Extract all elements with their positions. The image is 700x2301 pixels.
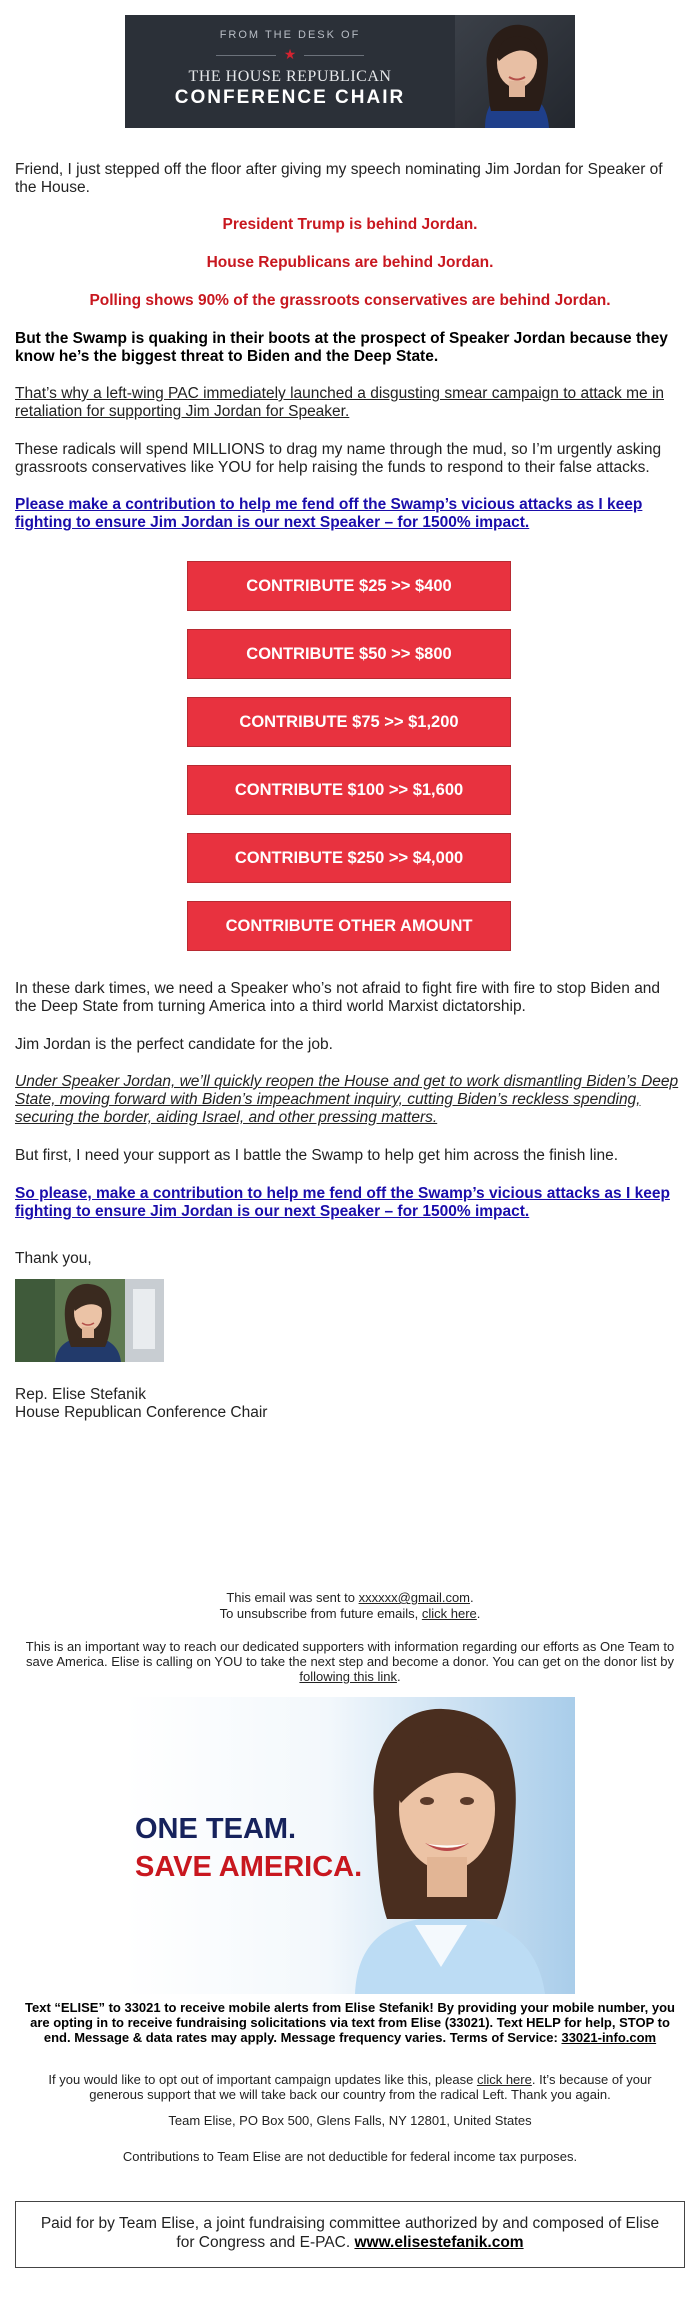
smear-paragraph: That’s why a left-wing PAC immediately launched a disgusting smear campaign to attack me in retaliation for supporting Jim Jordan for Speaker. — [15, 385, 665, 420]
donor-text: This is an important way to reach our dedicated supporters with information regarding our efforts as One Team to save America. Elise is calling on YOU to take the next step and become a donor. You can get on the donor list by — [25, 1639, 675, 1669]
ad-save-america-text: SAVE AMERICA. — [135, 1851, 363, 1883]
signature-title: House Republican Conference Chair — [15, 1404, 268, 1421]
contribute-25-button[interactable]: CONTRIBUTE $25 >> $400 — [187, 561, 511, 611]
contribute-250-button[interactable]: CONTRIBUTE $250 >> $4,000 — [187, 833, 511, 883]
header-banner — [125, 15, 575, 128]
donor-suffix: . — [396, 1669, 401, 1684]
sent-to-prefix: This email was sent to — [226, 1590, 359, 1605]
optout-suffix: . It’s because of your generous support that we will take back our country from the radical Left. Thank you again. — [89, 2072, 652, 2102]
donor-list-link[interactable]: following this link — [299, 1669, 397, 1684]
contribute-50-button[interactable]: CONTRIBUTE $50 >> $800 — [187, 629, 511, 679]
signature-portrait — [15, 1279, 164, 1362]
recipient-email-link[interactable]: xxxxxx@gmail.com — [358, 1590, 471, 1605]
contribute-75-button[interactable]: CONTRIBUTE $75 >> $1,200 — [187, 697, 511, 747]
red-line-polling: Polling shows 90% of the grassroots conservatives are behind Jordan. — [89, 292, 611, 309]
banner-portrait — [455, 15, 575, 128]
but-first-paragraph: But first, I need your support as I battle the Swamp to help get him across the finish line. — [15, 1147, 619, 1164]
sms-text: Text “ELISE” to 33021 to receive mobile alerts from Elise Stefanik! By providing your mobile number, you are opting in to receive fundraising solicitations via text from Elise (33021). Text HELP for help, STOP to end. Message & data rates may apply. Message frequency varies. Terms of Service: — [25, 2000, 675, 2045]
banner-house-republican: THE HOUSE REPUBLICAN — [188, 68, 392, 85]
red-line-house: House Republicans are behind Jordan. — [206, 254, 494, 271]
contribute-other-button[interactable]: CONTRIBUTE OTHER AMOUNT — [187, 901, 511, 951]
sms-terms-link[interactable]: 33021-info.com — [561, 2030, 657, 2045]
sms-paragraph — [20, 2000, 680, 2045]
unsubscribe-suffix: . — [476, 1606, 481, 1621]
one-team-ad[interactable] — [125, 1697, 575, 1994]
contribute-link-2[interactable]: So please, make a contribution to help me fend off the Swamp’s vicious attacks as I keep fighting to ensure Jim Jordan is our next Speaker – for 1500% impact. — [15, 1185, 670, 1220]
sent-to-suffix: . — [470, 1590, 474, 1605]
tax-note: Contributions to Team Elise are not deductible for federal income tax purposes. — [122, 2149, 578, 2164]
thank-you-text: Thank you, — [15, 1250, 92, 1267]
paid-for-text: Paid for by Team Elise, a joint fundraising committee authorized by and composed of Elise for Congress and E-PAC. — [40, 2215, 660, 2251]
dark-times-paragraph: In these dark times, we need a Speaker who’s not afraid to fight fire with fire to stop Biden and the Deep State from turning America into a third world Marxist dictatorship. — [15, 980, 661, 1015]
contribute-link-1[interactable]: Please make a contribution to help me fend off the Swamp’s vicious attacks as I keep fighting to ensure Jim Jordan is our next Speaker – for 1500% impact. — [15, 496, 643, 531]
signature-name: Rep. Elise Stefanik — [15, 1386, 146, 1403]
mailing-address: Team Elise, PO Box 500, Glens Falls, NY 12801, United States — [168, 2113, 532, 2128]
cta-link-2-wrapper — [15, 1185, 685, 1221]
optout-prefix: If you would like to opt out of important campaign updates like this, please — [48, 2072, 477, 2087]
unsubscribe-prefix: To unsubscribe from future emails, — [219, 1606, 422, 1621]
ad-one-team-text: ONE TEAM. — [135, 1813, 297, 1845]
perfect-candidate-paragraph: Jim Jordan is the perfect candidate for the job. — [15, 1036, 333, 1053]
sent-to-line — [20, 1590, 680, 1605]
swamp-paragraph: But the Swamp is quaking in their boots at the prospect of Speaker Jordan because they know he’s the biggest threat to Biden and the Deep State. — [15, 330, 668, 365]
red-line-trump: President Trump is behind Jordan. — [222, 216, 478, 233]
donor-paragraph — [20, 1639, 680, 1684]
star-icon: ★ — [125, 47, 455, 61]
cta-link-1-wrapper — [15, 496, 685, 532]
website-link[interactable]: www.elisestefanik.com — [354, 2234, 524, 2251]
under-speaker-paragraph: Under Speaker Jordan, we’ll quickly reopen the House and get to work dismantling Biden’s Deep State, moving forward with Biden’s impeachment inquiry, cutting Biden’s reckless spending, securing the border, aiding Israel, and other pressing matters. — [15, 1073, 679, 1126]
unsubscribe-line — [20, 1606, 680, 1621]
banner-from-desk: FROM THE DESK OF — [219, 29, 361, 41]
contribute-100-button[interactable]: CONTRIBUTE $100 >> $1,600 — [187, 765, 511, 815]
paid-for-box — [15, 2201, 685, 2268]
unsubscribe-link[interactable]: click here — [421, 1606, 477, 1621]
banner-conference-chair: CONFERENCE CHAIR — [174, 87, 406, 108]
optout-link[interactable]: click here — [476, 2072, 532, 2087]
optout-paragraph — [20, 2072, 680, 2102]
intro-paragraph: Friend, I just stepped off the floor after giving my speech nominating Jim Jordan for Speaker of the House. — [15, 161, 663, 196]
banner-text-block — [125, 15, 455, 128]
radicals-paragraph: These radicals will spend MILLIONS to drag my name through the mud, so I’m urgently asking grassroots conservatives like YOU for help raising the funds to respond to their false attacks. — [15, 441, 662, 476]
